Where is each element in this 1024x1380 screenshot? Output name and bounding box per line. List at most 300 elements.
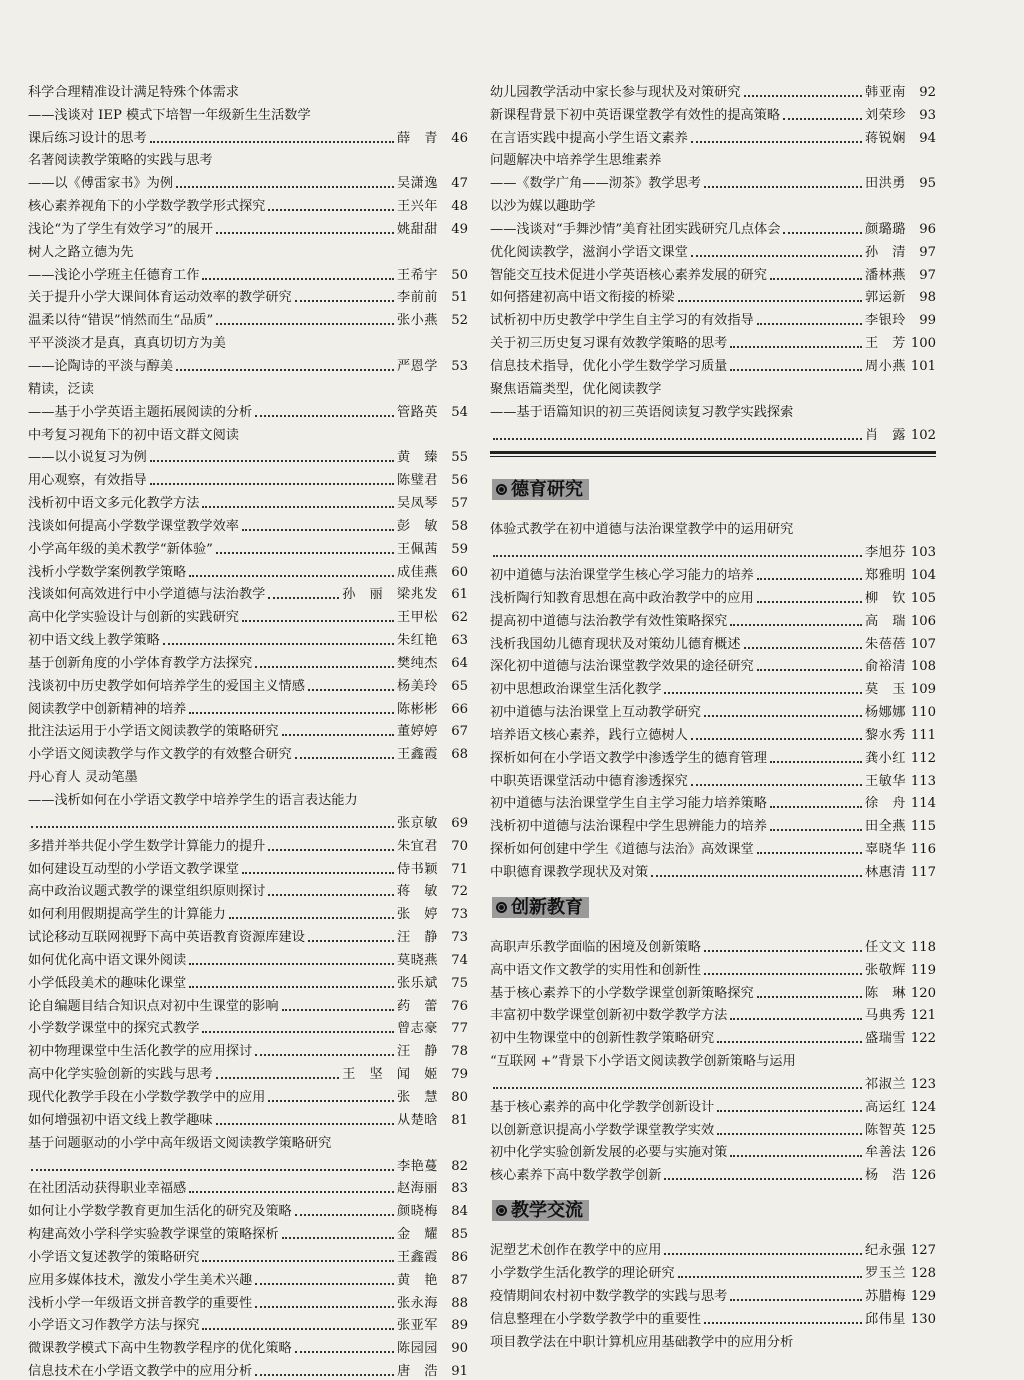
entry-title: 小学语文阅读教学与作文教学的有效整合研究 xyxy=(28,747,292,763)
entry-page: 52 xyxy=(451,313,468,329)
dot-leader xyxy=(216,1076,340,1079)
toc-entry xyxy=(28,1106,468,1129)
entry-title: ——基于语篇知识的初三英语阅读复习教学实践探索 xyxy=(490,404,794,420)
dot-leader xyxy=(783,117,862,120)
entry-page: 120 xyxy=(910,985,936,1001)
dot-leader xyxy=(255,665,394,668)
entry-title: ——论陶诗的平淡与醇美 xyxy=(28,358,174,374)
entry-page: 121 xyxy=(910,1008,936,1024)
entry-title: 探析如何在小学语文教学中渗透学生的德育管理 xyxy=(490,750,767,766)
toc-entry xyxy=(28,306,468,329)
dot-leader xyxy=(255,414,394,417)
entry-title: 问题解决中培养学生思维素养 xyxy=(490,153,662,169)
toc-entry xyxy=(28,535,468,558)
entry-author: 莫 玉 xyxy=(864,682,906,698)
entry-author: 吴凤琴 xyxy=(396,496,438,512)
dot-leader xyxy=(757,600,862,603)
entry-page: 54 xyxy=(451,404,468,420)
entry-author: 周小燕 xyxy=(864,358,906,374)
entry-author: 李前前 xyxy=(396,290,438,306)
toc-entry xyxy=(490,538,936,561)
entry-title: ——以《傅雷家书》为例 xyxy=(28,176,174,192)
entry-author: 严恩学 xyxy=(396,358,438,374)
entry-author: 吴潇逸 xyxy=(396,176,438,192)
dot-leader xyxy=(255,1305,394,1308)
entry-title: 论自编题目结合知识点对初中生课堂的影响 xyxy=(28,998,279,1014)
section-rule xyxy=(490,444,936,464)
toc-entry xyxy=(490,284,936,307)
toc-entry xyxy=(28,1060,468,1083)
toc-entry xyxy=(28,992,468,1015)
entry-page: 108 xyxy=(910,659,936,675)
dot-leader xyxy=(717,1040,862,1043)
dot-leader xyxy=(664,1252,862,1255)
entry-page: 70 xyxy=(451,838,468,854)
toc-entry xyxy=(490,124,936,147)
entry-author: 牟善法 xyxy=(864,1145,906,1161)
dot-leader xyxy=(255,1053,394,1056)
entry-title: 浅析小学数学案例教学策略 xyxy=(28,564,187,580)
bullet-circle-icon xyxy=(496,1205,507,1216)
toc-entry xyxy=(28,124,468,147)
entry-author: 杨娜娜 xyxy=(864,705,906,721)
entry-author: 黄 臻 xyxy=(396,450,438,466)
section-badge xyxy=(492,1200,589,1221)
entry-page: 92 xyxy=(919,84,936,100)
horizontal-rule xyxy=(490,451,936,457)
toc-left-column xyxy=(28,78,468,1380)
toc-entry xyxy=(28,832,468,855)
entry-author: 成佳燕 xyxy=(396,564,438,580)
dot-leader xyxy=(678,1275,862,1278)
entry-author: 张永海 xyxy=(396,1295,438,1311)
entry-title: ——基于小学英语主题拓展阅读的分析 xyxy=(28,404,253,420)
dot-leader xyxy=(770,805,862,808)
entry-title: 小学语文复述教学的策略研究 xyxy=(28,1249,200,1265)
dot-leader xyxy=(202,505,394,508)
entry-page: 109 xyxy=(910,682,936,698)
entry-author: 盛瑞雪 xyxy=(864,1031,906,1047)
entry-author: 王敏华 xyxy=(864,773,906,789)
entry-author: 辜晓华 xyxy=(864,842,906,858)
entry-title: 聚焦语篇类型，优化阅读教学 xyxy=(490,381,662,397)
dot-leader xyxy=(268,208,394,211)
toc-entry xyxy=(28,215,468,238)
entry-page: 85 xyxy=(451,1227,468,1243)
dot-leader xyxy=(730,1154,862,1157)
entry-page: 130 xyxy=(910,1311,936,1327)
toc-entry xyxy=(28,78,468,101)
entry-title: 新课程背景下初中英语课堂教学有效性的提高策略 xyxy=(490,107,781,123)
toc-entry xyxy=(28,375,468,398)
entry-page: 81 xyxy=(451,1112,468,1128)
entry-author: 柳 钦 xyxy=(864,590,906,606)
dot-leader xyxy=(150,140,394,143)
entry-author: 蒋锐娴 xyxy=(864,130,906,146)
dot-leader xyxy=(664,1177,862,1180)
entry-page: 99 xyxy=(919,313,936,329)
dot-leader xyxy=(176,185,394,188)
entry-title: 以沙为媒以趣助学 xyxy=(490,199,596,215)
entry-author: 张京敏 xyxy=(396,815,438,831)
entry-page: 107 xyxy=(910,636,936,652)
entry-title: 浅谈初中历史教学如何培养学生的爱国主义情感 xyxy=(28,678,305,694)
toc-entry xyxy=(28,489,468,512)
entry-page: 88 xyxy=(451,1295,468,1311)
entry-page: 73 xyxy=(451,930,468,946)
toc-entry xyxy=(28,1037,468,1060)
dot-leader xyxy=(31,825,394,828)
toc-entry xyxy=(490,1093,936,1116)
toc-entry xyxy=(490,835,936,858)
entry-page: 89 xyxy=(451,1318,468,1334)
dot-leader xyxy=(255,1373,394,1376)
entry-title: 批注法运用于小学语文阅读教学的策略研究 xyxy=(28,724,279,740)
toc-entry xyxy=(28,855,468,878)
section-heading xyxy=(490,881,936,933)
entry-author: 曾志豪 xyxy=(396,1021,438,1037)
entry-title: 核心素养下高中数学教学创新 xyxy=(490,1168,662,1184)
entry-title: 小学低段美术的趣味化课堂 xyxy=(28,975,187,991)
entry-author: 张乐斌 xyxy=(396,975,438,991)
entry-title: 基于创新角度的小学体育教学方法探究 xyxy=(28,655,253,671)
toc-entry xyxy=(490,169,936,192)
entry-title: 项目教学法在中职计算机应用基础教学中的应用分析 xyxy=(490,1334,794,1350)
entry-author: 李旭芬 xyxy=(864,545,906,561)
entry-title: 阅读教学中创新精神的培养 xyxy=(28,701,187,717)
entry-author: 张 婷 xyxy=(396,907,438,923)
entry-title: ——浅谈对“手舞沙情”美育社团实践研究几点体会 xyxy=(490,221,781,237)
entry-author: 任文文 xyxy=(864,939,906,955)
toc-entry xyxy=(490,767,936,790)
toc-entry xyxy=(28,581,468,604)
dot-leader xyxy=(783,231,862,234)
entry-title: ——以小说复习为例 xyxy=(28,450,147,466)
dot-leader xyxy=(730,1298,862,1301)
entry-author: 黄 艳 xyxy=(396,1272,438,1288)
dot-leader xyxy=(242,619,394,622)
toc-entry xyxy=(490,375,936,398)
entry-author: 罗玉兰 xyxy=(864,1265,906,1281)
entry-author: 苏腊梅 xyxy=(864,1288,906,1304)
toc-entry xyxy=(28,809,468,832)
toc-entry xyxy=(28,900,468,923)
entry-author: 彭 敏 xyxy=(396,518,438,534)
entry-author: 王佩茜 xyxy=(396,541,438,557)
entry-title: 丰富初中数学课堂创新初中数学教学方法 xyxy=(490,1008,728,1024)
entry-page: 84 xyxy=(451,1204,468,1220)
entry-title: 中职德育课教学现状及对策 xyxy=(490,865,649,880)
entry-page: 82 xyxy=(451,1158,468,1174)
entry-title: 在社团活动获得职业幸福感 xyxy=(28,1181,187,1197)
toc-entry xyxy=(490,1161,936,1184)
toc-entry xyxy=(28,421,468,444)
toc-entry xyxy=(28,626,468,649)
entry-title: 如何增强初中语文线上教学趣味 xyxy=(28,1112,213,1128)
dot-leader xyxy=(730,368,862,371)
entry-title: 浅论“为了学生有效学习”的展开 xyxy=(28,221,213,237)
entry-title: 初中化学实验创新发展的必要与实施对策 xyxy=(490,1145,728,1161)
entry-page: 105 xyxy=(910,590,936,606)
toc-entry xyxy=(28,1083,468,1106)
entry-page: 113 xyxy=(910,773,936,789)
entry-author: 郑雅明 xyxy=(864,568,906,584)
toc-entry xyxy=(490,812,936,835)
entry-page: 93 xyxy=(919,107,936,123)
entry-author: 陈园园 xyxy=(396,1341,438,1357)
toc-entry xyxy=(490,215,936,238)
entry-author: 刘荣珍 xyxy=(864,107,906,123)
entry-author: 王兴年 xyxy=(396,199,438,215)
entry-title: 幼儿园教学活动中家长参与现状及对策研究 xyxy=(490,84,741,100)
entry-title: ——《数学广角——沏茶》教学思考 xyxy=(490,176,701,192)
entry-page: 56 xyxy=(451,473,468,489)
entry-title: “互联网 +”背景下小学语文阅读教学创新策略与运用 xyxy=(490,1054,796,1070)
entry-author: 唐 浩 xyxy=(396,1364,438,1380)
entry-title: 高中语文作文教学的实用性和创新性 xyxy=(490,962,701,978)
dot-leader xyxy=(189,711,394,714)
entry-page: 116 xyxy=(910,842,936,858)
entry-page: 78 xyxy=(451,1044,468,1060)
dot-leader xyxy=(757,995,862,998)
entry-author: 郭运新 xyxy=(864,290,906,306)
toc-entry xyxy=(28,444,468,467)
entry-author: 侍书颖 xyxy=(396,861,438,877)
toc-entry xyxy=(28,558,468,581)
dot-leader xyxy=(202,1259,394,1262)
entry-page: 111 xyxy=(910,727,936,743)
toc-entry xyxy=(490,933,936,956)
toc-entry xyxy=(490,1024,936,1047)
entry-author: 徐 舟 xyxy=(864,796,906,812)
dot-leader xyxy=(704,1321,862,1324)
entry-page: 124 xyxy=(910,1099,936,1115)
dot-leader xyxy=(493,554,862,557)
entry-title: ——浅论小学班主任德育工作 xyxy=(28,267,200,283)
toc-right-column xyxy=(490,78,936,1351)
toc-entry xyxy=(490,721,936,744)
entry-title: 小学高年级的美术教学“新体验” xyxy=(28,541,213,557)
toc-entry xyxy=(28,695,468,718)
dot-leader xyxy=(770,760,862,763)
toc-entry xyxy=(490,1070,936,1093)
entry-title: 浅析我国幼儿德育现状及对策幼儿德育概述 xyxy=(490,636,741,652)
entry-title: 浅析陶行知教育思想在高中政治教学中的应用 xyxy=(490,590,754,606)
entry-author: 李艳蔓 xyxy=(396,1158,438,1174)
dot-leader xyxy=(150,482,394,485)
dot-leader xyxy=(770,277,862,280)
entry-title: 泥塑艺术创作在教学中的应用 xyxy=(490,1243,662,1259)
entry-page: 48 xyxy=(451,199,468,215)
entry-title: 浅析初中道德与法治课程中学生思辨能力的培养 xyxy=(490,819,767,835)
entry-title: 小学数学生活化教学的理论研究 xyxy=(490,1265,675,1281)
dot-leader xyxy=(757,577,862,580)
entry-page: 103 xyxy=(910,545,936,561)
entry-author: 朱红艳 xyxy=(396,633,438,649)
entry-page: 129 xyxy=(910,1288,936,1304)
entry-page: 126 xyxy=(910,1145,936,1161)
toc-entry xyxy=(490,1139,936,1162)
entry-author: 张亚军 xyxy=(396,1318,438,1334)
section-heading xyxy=(490,1184,936,1236)
entry-page: 122 xyxy=(910,1031,936,1047)
entry-title: 浅析初中语文多元化教学方法 xyxy=(28,496,200,512)
entry-title: 如何利用假期提高学生的计算能力 xyxy=(28,907,226,923)
entry-author: 汪 静 xyxy=(396,930,438,946)
toc-entry xyxy=(490,744,936,767)
toc-entry xyxy=(28,649,468,672)
entry-title: 初中语文线上教学策略 xyxy=(28,633,160,649)
dot-leader xyxy=(493,1086,862,1089)
entry-title: 试论移动互联网视野下高中英语教育资源库建设 xyxy=(28,930,305,946)
entry-title: 如何建设互动型的小学语文教学课堂 xyxy=(28,861,239,877)
toc-entry xyxy=(490,698,936,721)
dot-leader xyxy=(189,985,394,988)
dot-leader xyxy=(229,916,394,919)
toc-entry xyxy=(28,284,468,307)
dot-leader xyxy=(242,871,394,874)
entry-title: 深化初中道德与法治课堂教学效果的途径研究 xyxy=(490,659,754,675)
toc-entry xyxy=(28,1129,468,1152)
toc-entry xyxy=(28,1334,468,1357)
toc-entry xyxy=(28,1289,468,1312)
entry-author: 孙 清 xyxy=(864,244,906,260)
entry-title: 初中道德与法治课堂上互动教学研究 xyxy=(490,705,701,721)
entry-title: 关于提升小学大课间体育运动效率的教学研究 xyxy=(28,290,292,306)
entry-page: 94 xyxy=(919,130,936,146)
entry-author: 张敬辉 xyxy=(864,962,906,978)
entry-author: 王 坚 闻 姬 xyxy=(342,1067,438,1083)
dot-leader xyxy=(664,691,862,694)
entry-page: 90 xyxy=(451,1341,468,1357)
entry-author: 孙 丽 梁兆发 xyxy=(342,587,438,603)
entry-page: 57 xyxy=(451,496,468,512)
dot-leader xyxy=(691,254,862,257)
entry-author: 高 瑞 xyxy=(864,613,906,629)
entry-author: 王希宇 xyxy=(396,267,438,283)
entry-title: 在言语实践中提高小学生语文素养 xyxy=(490,130,688,146)
toc-entry xyxy=(28,718,468,741)
entry-page: 47 xyxy=(451,176,468,192)
dot-leader xyxy=(730,345,862,348)
toc-entry xyxy=(28,261,468,284)
toc-entry xyxy=(28,1266,468,1289)
entry-author: 朱蓓蓓 xyxy=(864,636,906,652)
dot-leader xyxy=(202,1327,394,1330)
entry-title: 现代化教学手段在小学数学教学中的应用 xyxy=(28,1089,266,1105)
entry-title: 信息技术在小学语文教学中的应用分析 xyxy=(28,1364,253,1380)
dot-leader xyxy=(282,1236,394,1239)
toc-entry xyxy=(28,169,468,192)
toc-entry xyxy=(28,946,468,969)
section-badge xyxy=(492,479,589,500)
entry-title: 中职英语课堂活动中德育渗透探究 xyxy=(490,773,688,789)
entry-author: 颜璐璐 xyxy=(864,221,906,237)
dot-leader xyxy=(744,94,862,97)
entry-author: 张 慧 xyxy=(396,1089,438,1105)
entry-author: 林惠清 xyxy=(864,865,906,880)
entry-page: 97 xyxy=(919,244,936,260)
dot-leader xyxy=(493,437,862,440)
entry-page: 127 xyxy=(910,1243,936,1259)
entry-author: 韩亚南 xyxy=(864,84,906,100)
toc-entry xyxy=(490,790,936,813)
entry-page: 119 xyxy=(910,962,936,978)
entry-page: 87 xyxy=(451,1272,468,1288)
entry-title: 优化阅读教学，滋润小学语文课堂 xyxy=(490,244,688,260)
toc-entry xyxy=(490,101,936,124)
entry-page: 75 xyxy=(451,975,468,991)
toc-entry xyxy=(490,1282,936,1305)
entry-author: 黎水秀 xyxy=(864,727,906,743)
toc-entry xyxy=(28,1015,468,1038)
toc-entry xyxy=(28,763,468,786)
dot-leader xyxy=(770,828,862,831)
toc-entry xyxy=(28,1312,468,1335)
entry-author: 董婷婷 xyxy=(396,724,438,740)
entry-page: 106 xyxy=(910,613,936,629)
entry-page: 58 xyxy=(451,518,468,534)
dot-leader xyxy=(717,1132,862,1135)
toc-entry xyxy=(28,878,468,901)
entry-title: 丹心育人 灵动笔墨 xyxy=(28,770,138,786)
dot-leader xyxy=(730,1017,862,1020)
toc-entry xyxy=(490,607,936,630)
dot-leader xyxy=(268,893,394,896)
dot-leader xyxy=(282,1008,394,1011)
entry-page: 115 xyxy=(910,819,936,835)
entry-title: 核心素养视角下的小学数学教学形式探究 xyxy=(28,199,266,215)
entry-title: 课后练习设计的思考 xyxy=(28,130,147,146)
entry-author: 纪永强 xyxy=(864,1243,906,1259)
toc-entry xyxy=(490,78,936,101)
entry-page: 80 xyxy=(451,1089,468,1105)
dot-leader xyxy=(255,1282,394,1285)
entry-title: ——浅谈对 IEP 模式下培智一年级新生生活数学 xyxy=(28,107,311,123)
toc-entry xyxy=(28,1357,468,1380)
dot-leader xyxy=(242,528,394,531)
toc-entry xyxy=(28,398,468,421)
entry-author: 龚小红 xyxy=(864,750,906,766)
toc-entry xyxy=(490,516,936,539)
entry-title: 平平淡淡才是真，真真切切方为美 xyxy=(28,336,226,352)
entry-author: 莫晓燕 xyxy=(396,952,438,968)
entry-title: 构建高效小学科学实验教学课堂的策略探析 xyxy=(28,1227,279,1243)
dot-leader xyxy=(163,642,394,645)
dot-leader xyxy=(295,1213,394,1216)
entry-author: 陈璧君 xyxy=(396,473,438,489)
entry-page: 69 xyxy=(451,815,468,831)
toc-entry xyxy=(490,653,936,676)
entry-title: 基于问题驱动的小学中高年级语文阅读教学策略研究 xyxy=(28,1135,332,1151)
entry-page: 95 xyxy=(919,176,936,192)
dot-leader xyxy=(216,551,394,554)
dot-leader xyxy=(216,231,394,234)
entry-title: 树人之路立德为先 xyxy=(28,244,134,260)
entry-author: 汪 静 xyxy=(396,1044,438,1060)
entry-author: 肖 露 xyxy=(864,427,906,443)
dot-leader xyxy=(704,714,862,717)
toc-entry xyxy=(490,1236,936,1259)
entry-page: 91 xyxy=(451,1364,468,1380)
dot-leader xyxy=(189,962,394,965)
entry-author: 高运红 xyxy=(864,1099,906,1115)
dot-leader xyxy=(216,322,394,325)
entry-title: 如何优化高中语文课外阅读 xyxy=(28,952,187,968)
dot-leader xyxy=(176,368,394,371)
entry-page: 118 xyxy=(910,939,936,955)
dot-leader xyxy=(31,1168,394,1171)
